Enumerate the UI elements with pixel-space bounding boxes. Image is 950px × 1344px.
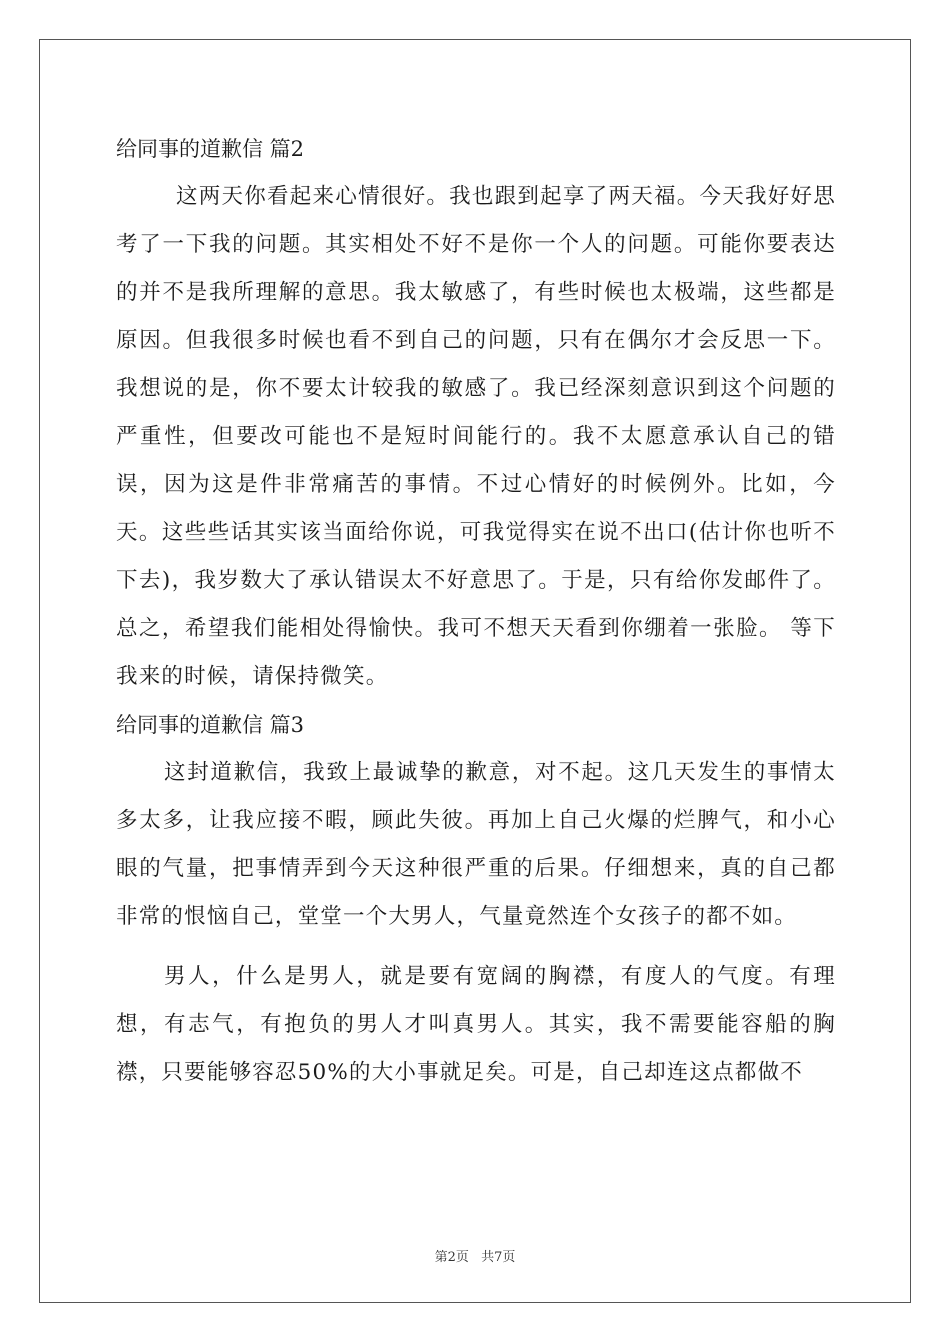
total-pages: 共7页 (481, 1250, 516, 1265)
section-3-paragraph-1: 这封道歉信，我致上最诚挚的歉意，对不起。这几天发生的事情太多太多，让我应接不暇，顾此失彼。再加上自己火爆的烂脾气，和小心眼的气量，把事情弄到今天这种很严重的后果。仔细想来，真的自己都非常的恨恼自己，堂堂一个大男人，气量竟然连个女孩子的都不如。 (116, 760, 836, 929)
page-number: 第2页 (434, 1250, 469, 1265)
section-3-paragraph-2: 男人，什么是男人，就是要有宽阔的胸襟，有度人的气度。有理想，有志气，有抱负的男人才叫真男人。其实，我不需要能容船的胸襟，只要能够容忍50%的大小事就足矣。可是，自己却连这点都做不 (116, 964, 836, 1085)
section-2-paragraph-1: 这两天你看起来心情很好。我也跟到起享了两天福。今天我好好思考了一下我的问题。其实相处不好不是你一个人的问题。可能你要表达的并不是我所理解的意思。我太敏感了，有些时候也太极端，这些都是原因。但我很多时候也看不到自己的问题，只有在偶尔才会反思一下。我想说的是，你不要太计较我的敏感了。我已经深刻意识到这个问题的严重性，但要改可能也不是短时间能行的。我不太愿意承认自己的错误，因为这是件非常痛苦的事情。不过心情好的时候例外。比如，今天。这些些话其实该当面给你说，可我觉得实在说不出口(估计你也听不下去)，我岁数大了承认错误太不好意思了。于是，只有给你发邮件了。总之，希望我们能相处得愉快。我可不想天天看到你绷着一张脸。 等下我来的时候，请保持微笑。 (116, 184, 836, 689)
page-footer (0, 1246, 950, 1265)
document-body (116, 125, 836, 1097)
section-title-3: 给同事的道歉信 篇3 (116, 713, 305, 737)
section-title-2: 给同事的道歉信 篇2 (116, 137, 305, 161)
